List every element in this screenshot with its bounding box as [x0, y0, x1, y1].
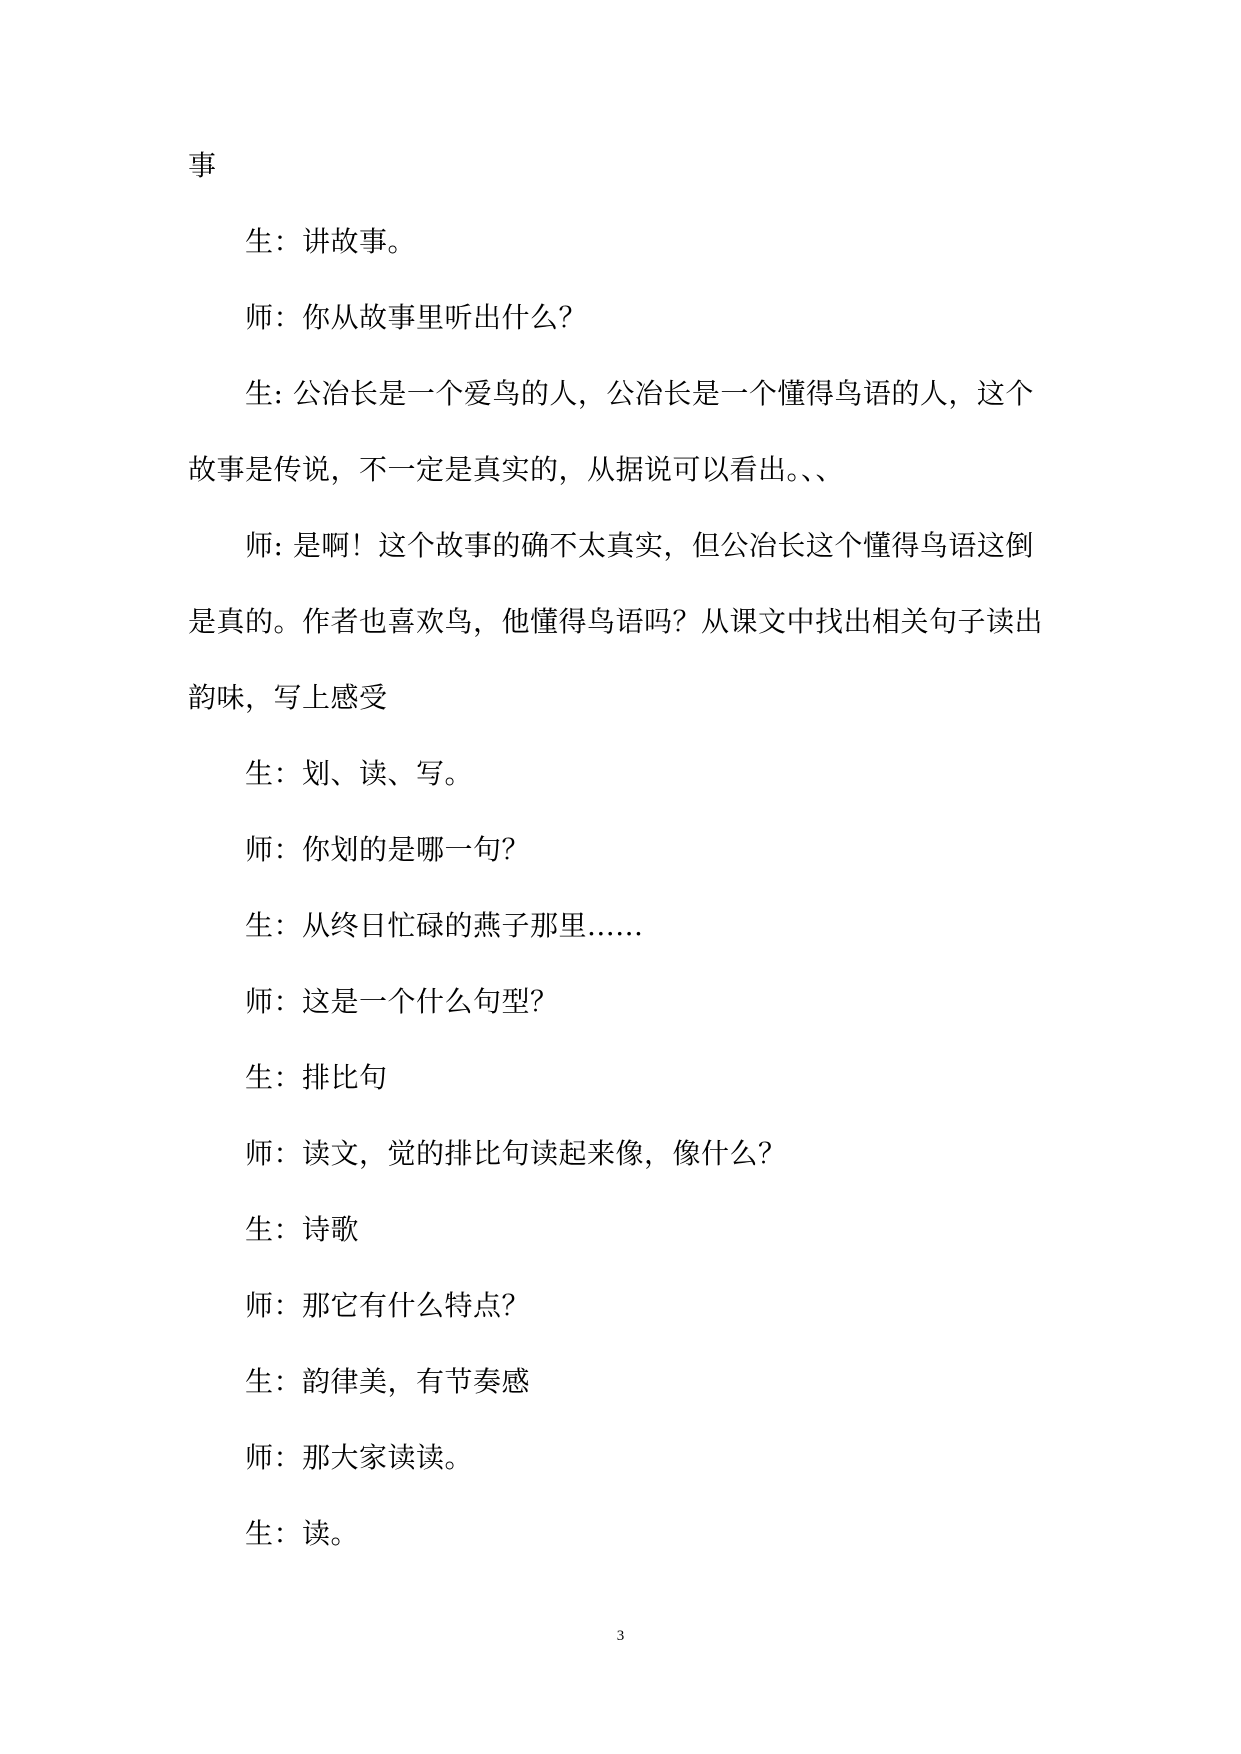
- paragraph-line: 故事是传说，不一定是真实的，从据说可以看出。、、: [188, 453, 845, 486]
- paragraph-line: 是真的。作者也喜欢鸟，他懂得鸟语吗？从课文中找出相关句子读出: [188, 605, 1044, 638]
- paragraph-line: 师：那大家读读。: [245, 1441, 474, 1474]
- paragraph-line: 生：划、读、写。: [245, 757, 474, 790]
- paragraph-line: 师：读文，觉的排比句读起来像，像什么？: [245, 1137, 787, 1170]
- page-number: 3: [616, 1628, 625, 1644]
- paragraph-line: 生：讲故事。: [245, 225, 417, 258]
- paragraph-line: 韵味，写上感受: [188, 681, 388, 714]
- paragraph-line: 师：那它有什么特点？: [245, 1289, 531, 1322]
- paragraph-line: 生：排比句: [245, 1061, 388, 1094]
- paragraph-line: 事: [188, 149, 217, 182]
- paragraph-line: 师：你划的是哪一句？: [245, 833, 531, 866]
- paragraph-line: 生: 公冶长是一个爱鸟的人，公冶长是一个懂得鸟语的人，这个: [245, 377, 1034, 410]
- paragraph-line: 生：从终日忙碌的燕子那里......: [245, 909, 644, 942]
- paragraph-line: 师：你从故事里听出什么？: [245, 301, 588, 334]
- paragraph-line: 生：诗歌: [245, 1213, 360, 1246]
- paragraph-line: 师：这是一个什么句型？: [245, 985, 559, 1018]
- paragraph-line: 师: 是啊！这个故事的确不太真实，但公冶长这个懂得鸟语这倒: [245, 529, 1034, 562]
- paragraph-line: 生：读。: [245, 1517, 360, 1550]
- paragraph-line: 生：韵律美，有节奏感: [245, 1365, 531, 1398]
